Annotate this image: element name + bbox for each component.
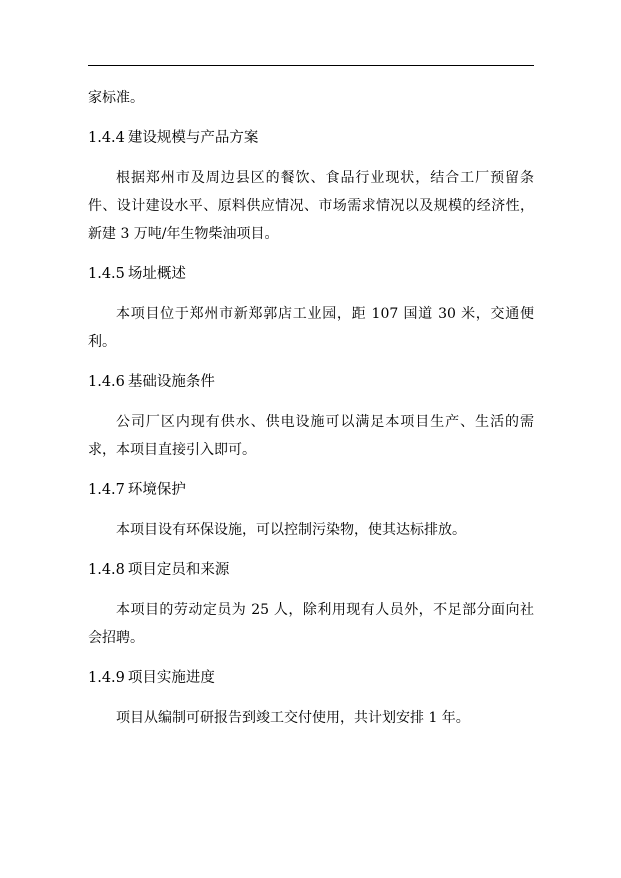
section-body: 项目从编制可研报告到竣工交付使用，共计划安排 1 年。 [116,710,470,726]
section-number: 1.4.9 [88,670,125,686]
section-heading [88,368,534,396]
section-1-4-5 [88,260,534,356]
section-number: 1.4.4 [88,130,125,146]
section-title: 环境保护 [127,482,186,498]
section-number: 1.4.8 [88,562,125,578]
section-heading [88,556,534,584]
intro-text: 家标准。 [88,90,144,106]
section-1-4-8 [88,556,534,652]
section-1-4-4 [88,124,534,248]
header-rule [88,65,534,66]
section-number: 1.4.6 [88,374,125,390]
section-title: 项目定员和来源 [127,562,230,578]
section-body: 公司厂区内现有供水、供电设施可以满足本项目生产、生活的需求，本项目直接引入即可。 [88,414,534,458]
section-body: 根据郑州市及周边县区的餐饮、食品行业现状，结合工厂预留条件、设计建设水平、原料供应情况、市场需求情况以及规模的经济性，新建 3 万吨/年生物柴油项目。 [88,170,534,242]
section-heading [88,124,534,152]
section-title: 建设规模与产品方案 [127,130,259,146]
section-heading [88,260,534,288]
section-heading [88,476,534,504]
section-1-4-9 [88,664,534,732]
section-title: 场址概述 [127,266,186,282]
section-body: 本项目的劳动定员为 25 人，除利用现有人员外，不足部分面向社会招聘。 [88,602,534,646]
section-1-4-6 [88,368,534,464]
section-title: 基础设施条件 [127,374,215,390]
section-heading [88,664,534,692]
document-page [88,84,534,744]
section-number: 1.4.5 [88,266,125,282]
section-title: 项目实施进度 [127,670,215,686]
section-body: 本项目设有环保设施，可以控制污染物，使其达标排放。 [116,522,466,538]
section-body: 本项目位于郑州市新郑郭店工业园，距 107 国道 30 米，交通便利。 [88,306,534,350]
section-number: 1.4.7 [88,482,125,498]
section-1-4-7 [88,476,534,544]
